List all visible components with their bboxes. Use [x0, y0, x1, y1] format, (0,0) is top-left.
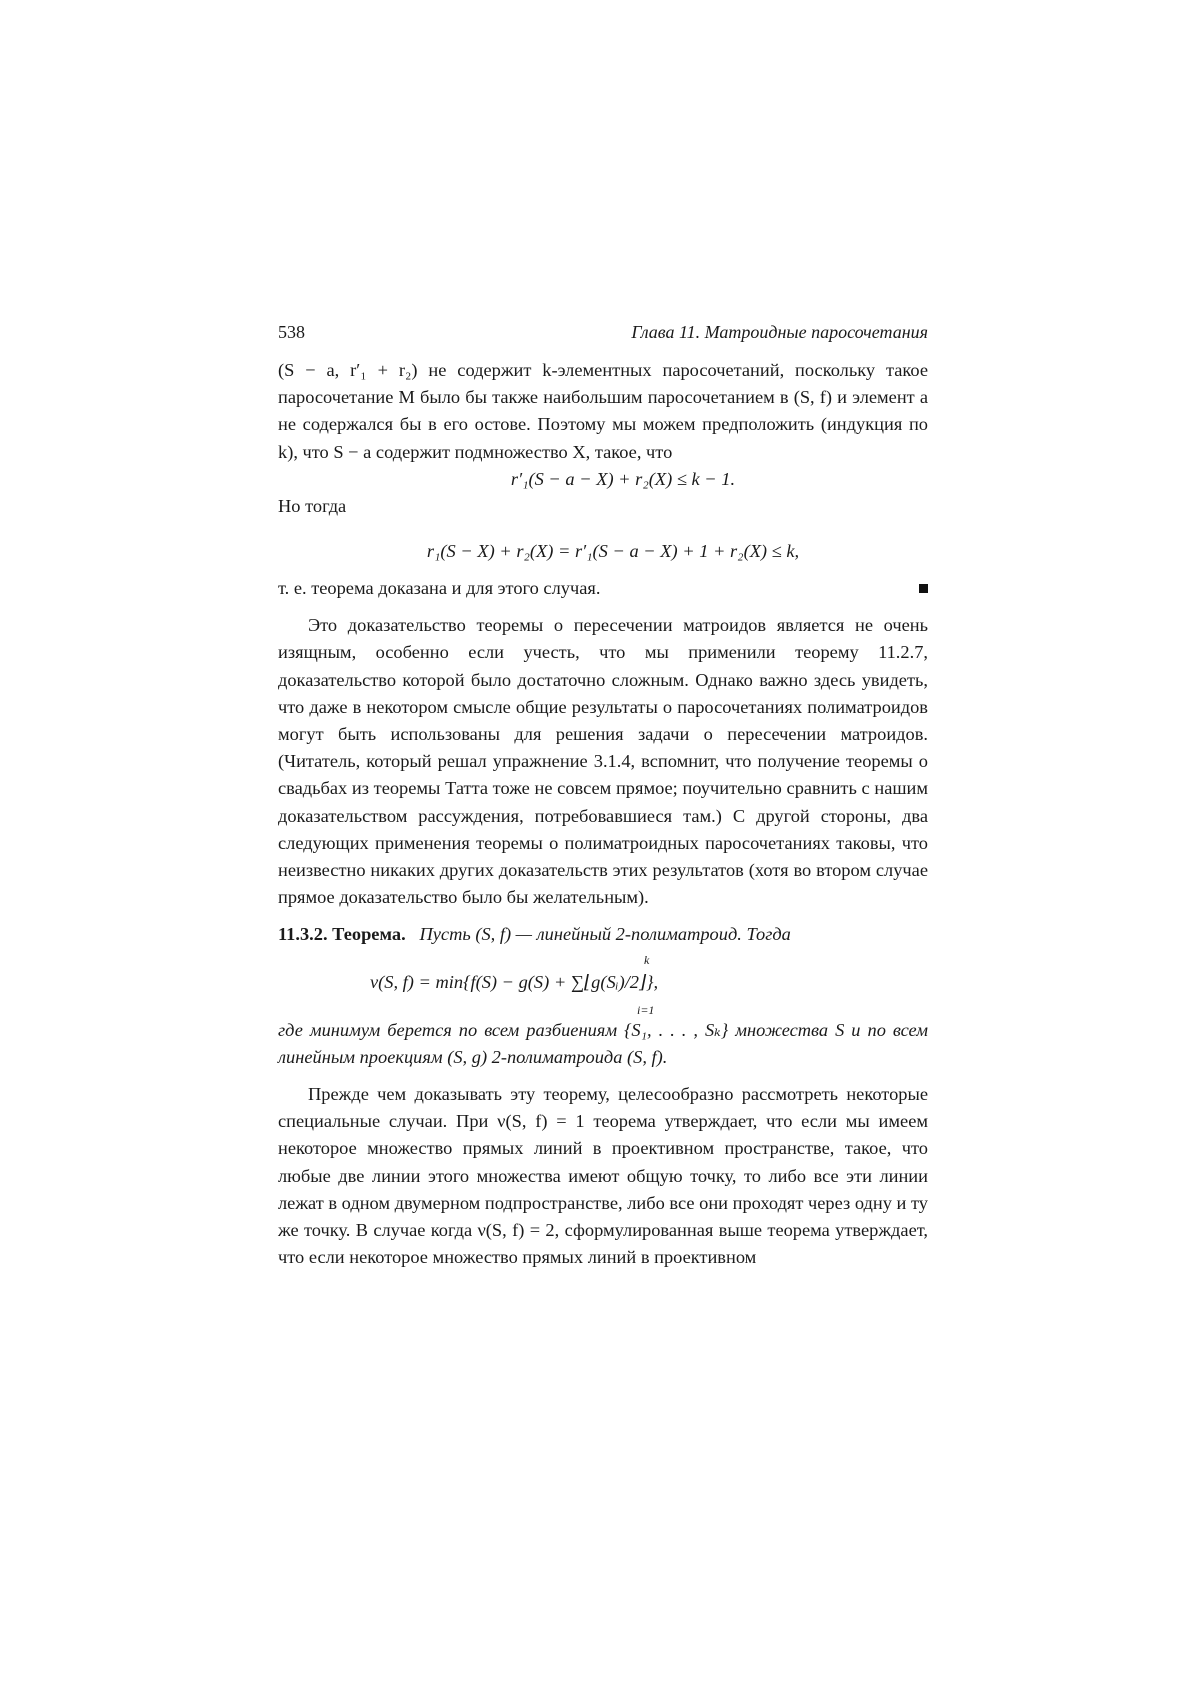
theorem-tail: где минимум берется по всем разбиениям {S₁, . . . , Sₖ} множества S и по всем линейным проекциям (S, g) 2-полиматроида (S, f).: [278, 1019, 928, 1067]
paragraph-4: Прежде чем доказывать эту теорему, целесообразно рассмотреть некоторые специальные случаи. При ν(S, f) = 1 теорема утверждает, что если мы имеем некоторое множество прямых линий в проективном пространстве, такое, что любые две линии этого множества имеют общую точку, то либо все эти линии лежат в одном двумерном подпространстве, либо все они проходят через одну и ту же точку. В случае когда ν(S, f) = 2, сформулированная выше теорема утверждает, что если некоторое множество прямых линий в проективном: [278, 1084, 928, 1268]
paragraph-3: Это доказательство теоремы о пересечении матроидов является не очень изящным, особенно если учесть, что мы применили теорему 11.2.7, доказательство которой было достаточно сложным. Однако важно здесь увидеть, что даже в некотором смысле общие результаты о паросочетаниях полиматроидов могут быть использованы для решения задачи о пересечении матроидов. (Читатель, который решал упражнение 3.1.4, вспомнит, что получение теоремы о свадьбах из теоремы Татта тоже не совсем прямое; поучительно сравнить с нашим доказательством рассуждения, потребовавшиеся там.) С другой стороны, два следующих применения теоремы о полиматроидных паросочетаниях таковы, что неизвестно никаких других доказательств этих результатов (хотя во втором случае прямое доказательство было бы желательным).: [278, 615, 928, 908]
formula-1: r′₁(S − a − X) + r₂(X) ≤ k − 1.: [510, 468, 736, 489]
proof-end-line: [278, 575, 928, 602]
theorem-text: Пусть (S, f) — линейный 2-полиматроид. Тогда: [419, 924, 791, 945]
qed-square-icon: [919, 584, 928, 593]
formula-3: [278, 953, 928, 1017]
paragraph-1: (S − a, r′₁ + r₂) не содержит k-элементных паросочетаний, поскольку такое паросочетание M было бы также наибольшим паросочетанием в (S, f) и элемент a не содержался бы в его остове. Поэтому мы можем предположить (индукция по k), что S − a содержит подмножество X, такое, что: [278, 360, 928, 462]
formula-3-main: ν(S, f) = min{f(S) − g(S) + ∑⌊g(Sᵢ)/2⌋},: [370, 971, 659, 992]
page-header: [278, 322, 928, 348]
running-title: Глава 11. Матроидные паросочетания: [631, 322, 928, 342]
formula-2: r₁(S − X) + r₂(X) = r′₁(S − a − X) + 1 + r₂(X) ≤ k,: [426, 541, 800, 562]
sum-upper-limit: k: [644, 952, 650, 967]
page-content: [278, 322, 928, 1271]
paragraph-2: Но тогда: [278, 495, 347, 516]
theorem-statement: [278, 921, 928, 948]
proof-end-text: т. е. теорема доказана и для этого случая.: [278, 578, 601, 599]
theorem-number: 11.3.2. Теорема.: [278, 924, 406, 945]
page-number: 538: [278, 322, 305, 342]
sum-lower-limit: i=1: [637, 1002, 655, 1017]
